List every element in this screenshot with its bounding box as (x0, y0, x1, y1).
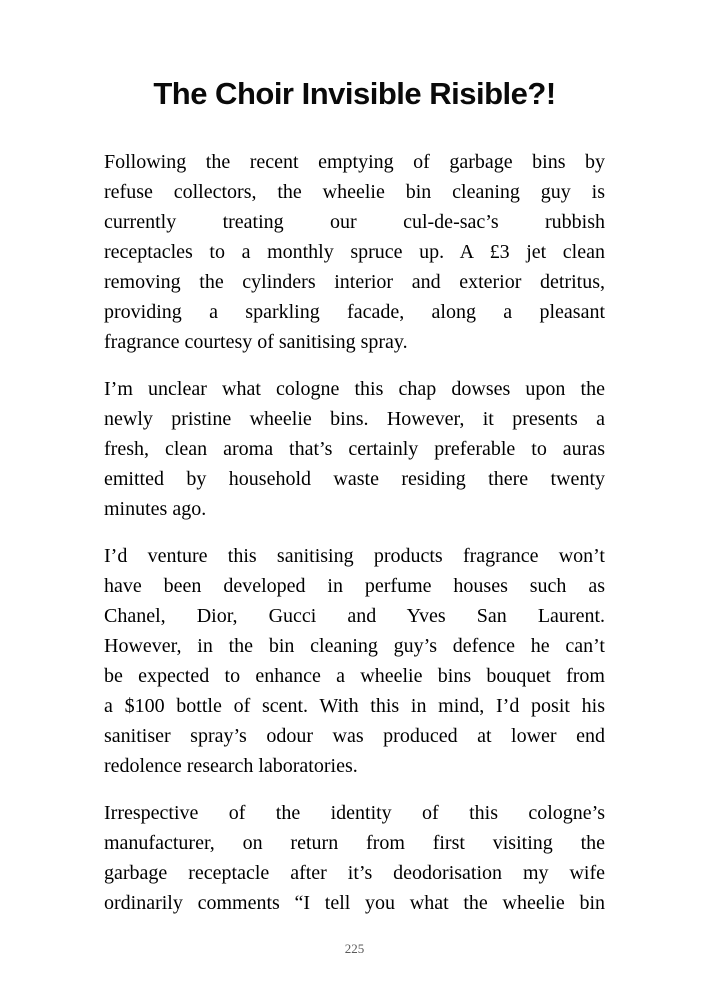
paragraph-2 (104, 374, 605, 524)
text-line: However, in the bin cleaning guy’s defence he can’t (104, 635, 605, 657)
page-title: The Choir Invisible Risible?! (153, 76, 556, 111)
text-line: receptacles to a monthly spruce up. A £3 jet clean (104, 241, 605, 263)
text-line: I’m unclear what cologne this chap dowses upon the (104, 378, 605, 400)
text-line: providing a sparkling facade, along a pleasant (104, 301, 605, 323)
text-line: Irrespective of the identity of this cologne’s (104, 802, 605, 824)
text-line: garbage receptacle after it’s deodorisation my wife (104, 862, 605, 884)
text-line: sanitiser spray’s odour was produced at lower end (104, 725, 605, 747)
text-line: minutes ago. (104, 498, 207, 520)
text-line: Following the recent emptying of garbage bins by (104, 151, 605, 173)
text-line: have been developed in perfume houses such as (104, 575, 605, 597)
text-line: fresh, clean aroma that’s certainly preferable to auras (104, 438, 605, 460)
article-body (104, 147, 605, 918)
text-line: manufacturer, on return from first visiting the (104, 832, 605, 854)
text-line: a $100 bottle of scent. With this in mind, I’d posit his (104, 695, 605, 717)
page-number: 225 (344, 941, 365, 956)
text-line: emitted by household waste residing there twenty (104, 468, 605, 490)
paragraph-4 (104, 798, 605, 918)
text-line: removing the cylinders interior and exterior detritus, (104, 271, 605, 293)
page-footer (0, 942, 709, 956)
text-line: I’d venture this sanitising products fragrance won’t (104, 545, 605, 567)
text-line: refuse collectors, the wheelie bin cleaning guy is (104, 181, 605, 203)
text-line: Chanel, Dior, Gucci and Yves San Laurent. (104, 605, 605, 627)
text-line: be expected to enhance a wheelie bins bouquet from (104, 665, 605, 687)
text-line: ordinarily comments “I tell you what the wheelie bin (104, 892, 605, 914)
text-line: newly pristine wheelie bins. However, it presents a (104, 408, 605, 430)
text-line: redolence research laboratories. (104, 755, 358, 777)
paragraph-3 (104, 541, 605, 781)
text-line: currently treating our cul-de-sac’s rubbish (104, 211, 605, 233)
text-line: fragrance courtesy of sanitising spray. (104, 331, 408, 353)
paragraph-1 (104, 147, 605, 357)
